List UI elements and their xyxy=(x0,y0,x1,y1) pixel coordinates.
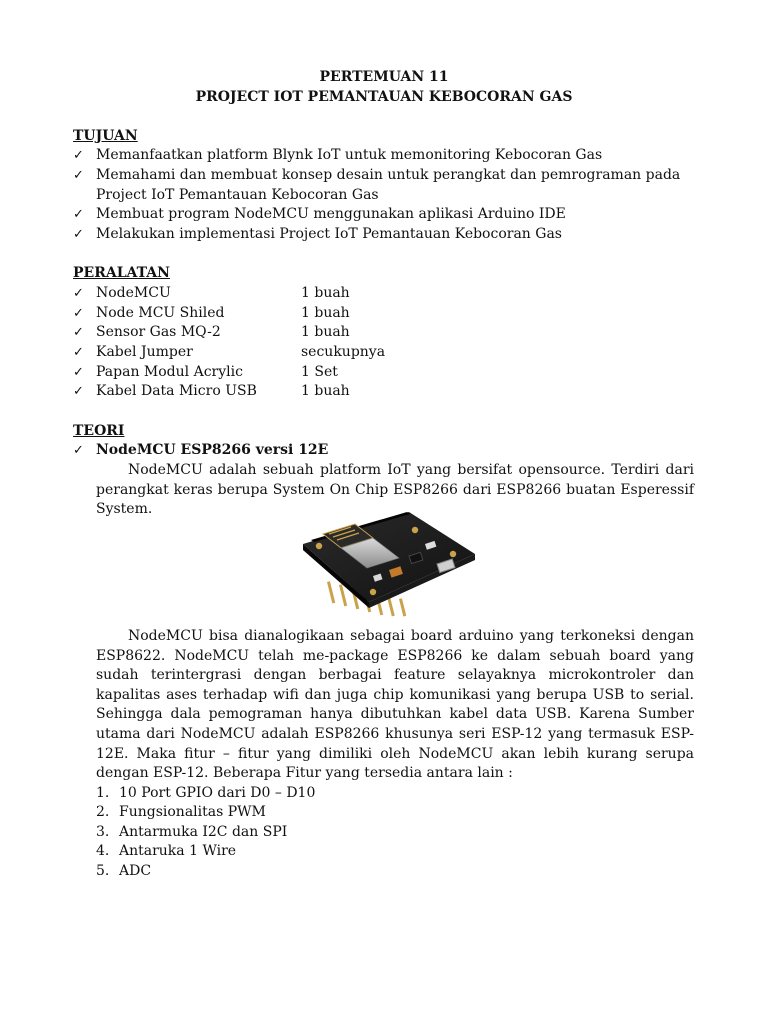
equipment-qty: 1 buah xyxy=(301,324,350,340)
equipment-qty: 1 buah xyxy=(301,285,350,301)
checkmark-icon: ✓ xyxy=(73,227,84,242)
checkmark-icon: ✓ xyxy=(73,345,84,360)
equipment-name: Kabel Jumper xyxy=(96,344,193,360)
checkmark-icon: ✓ xyxy=(73,325,84,340)
equipment-name: Papan Modul Acrylic xyxy=(96,364,243,380)
feature-number: 3. xyxy=(96,824,110,840)
nodemcu-board-image xyxy=(289,504,479,622)
checkmark-icon: ✓ xyxy=(73,286,84,301)
equipment-name: Kabel Data Micro USB xyxy=(96,383,257,399)
page-subtitle: PROJECT IOT PEMANTAUAN KEBOCORAN GAS xyxy=(195,89,573,105)
equipment-qty: secukupnya xyxy=(301,344,386,360)
feature-text: 10 Port GPIO dari D0 – D10 xyxy=(119,785,316,801)
paragraph-intro: NodeMCU adalah sebuah platform IoT yang bersifat opensource. Terdiri dari perangkat keras berupa System On Chip ESP8266 dari ESP8266 buatan Esperessif System. xyxy=(96,462,694,518)
equipment-qty: 1 buah xyxy=(301,305,350,321)
equipment-qty: 1 Set xyxy=(301,364,338,380)
list-item-text: Melakukan implementasi Project IoT Pemantauan Kebocoran Gas xyxy=(96,226,562,242)
feature-text: Antarmuka I2C dan SPI xyxy=(119,824,288,840)
paragraph-description: NodeMCU bisa dianalogikaan sebagai board arduino yang terkoneksi dengan ESP8622. NodeMCU telah me-package ESP8266 ke dalam sebuah board yang sudah terintergrasi dengan berbagai feature selayaknya microkontroler dan kapalitas ases terhadap wifi dan juga chip komunikasi yang berupa USB to serial. Sehingga dala pemograman hanya dibutuhkan kabel data USB. Karena Sumber utama dari NodeMCU adalah ESP8266 khusunya seri ESP-12 yang termasuk ESP-12E. Maka fitur – fitur yang dimiliki oleh NodeMCU akan lebih kurang serupa dengan ESP-12. Beberapa Fitur yang tersedia antara lain : xyxy=(96,628,694,782)
feature-text: Fungsionalitas PWM xyxy=(119,804,266,820)
list-item-text: Membuat program NodeMCU menggunakan aplikasi Arduino IDE xyxy=(96,206,566,222)
feature-number: 4. xyxy=(96,843,110,859)
feature-number: 5. xyxy=(96,863,110,879)
equipment-name: Node MCU Shiled xyxy=(96,305,225,321)
checkmark-icon: ✓ xyxy=(73,148,84,163)
list-item-text: Memahami dan membuat konsep desain untuk perangkat dan pemrograman pada Project IoT Pemantauan Kebocoran Gas xyxy=(96,167,681,203)
subsection-title: NodeMCU ESP8266 versi 12E xyxy=(96,442,329,458)
section-heading-teori: TEORI xyxy=(73,423,125,439)
feature-text: Antaruka 1 Wire xyxy=(119,843,237,859)
section-heading-tujuan: TUJUAN xyxy=(73,128,138,144)
feature-text: ADC xyxy=(119,863,152,879)
page-title: PERTEMUAN 11 xyxy=(319,69,449,85)
section-heading-peralatan: PERALATAN xyxy=(73,265,170,281)
feature-number: 1. xyxy=(96,785,110,801)
checkmark-icon: ✓ xyxy=(73,365,84,380)
feature-number: 2. xyxy=(96,804,110,820)
equipment-qty: 1 buah xyxy=(301,383,350,399)
equipment-name: Sensor Gas MQ-2 xyxy=(96,324,221,340)
checkmark-icon: ✓ xyxy=(73,207,84,222)
checkmark-icon: ✓ xyxy=(73,384,84,399)
checkmark-icon: ✓ xyxy=(73,306,84,321)
checkmark-icon: ✓ xyxy=(73,168,84,183)
equipment-name: NodeMCU xyxy=(96,285,171,301)
list-item-text: Memanfaatkan platform Blynk IoT untuk memonitoring Kebocoran Gas xyxy=(96,147,603,163)
checkmark-icon: ✓ xyxy=(73,443,84,458)
